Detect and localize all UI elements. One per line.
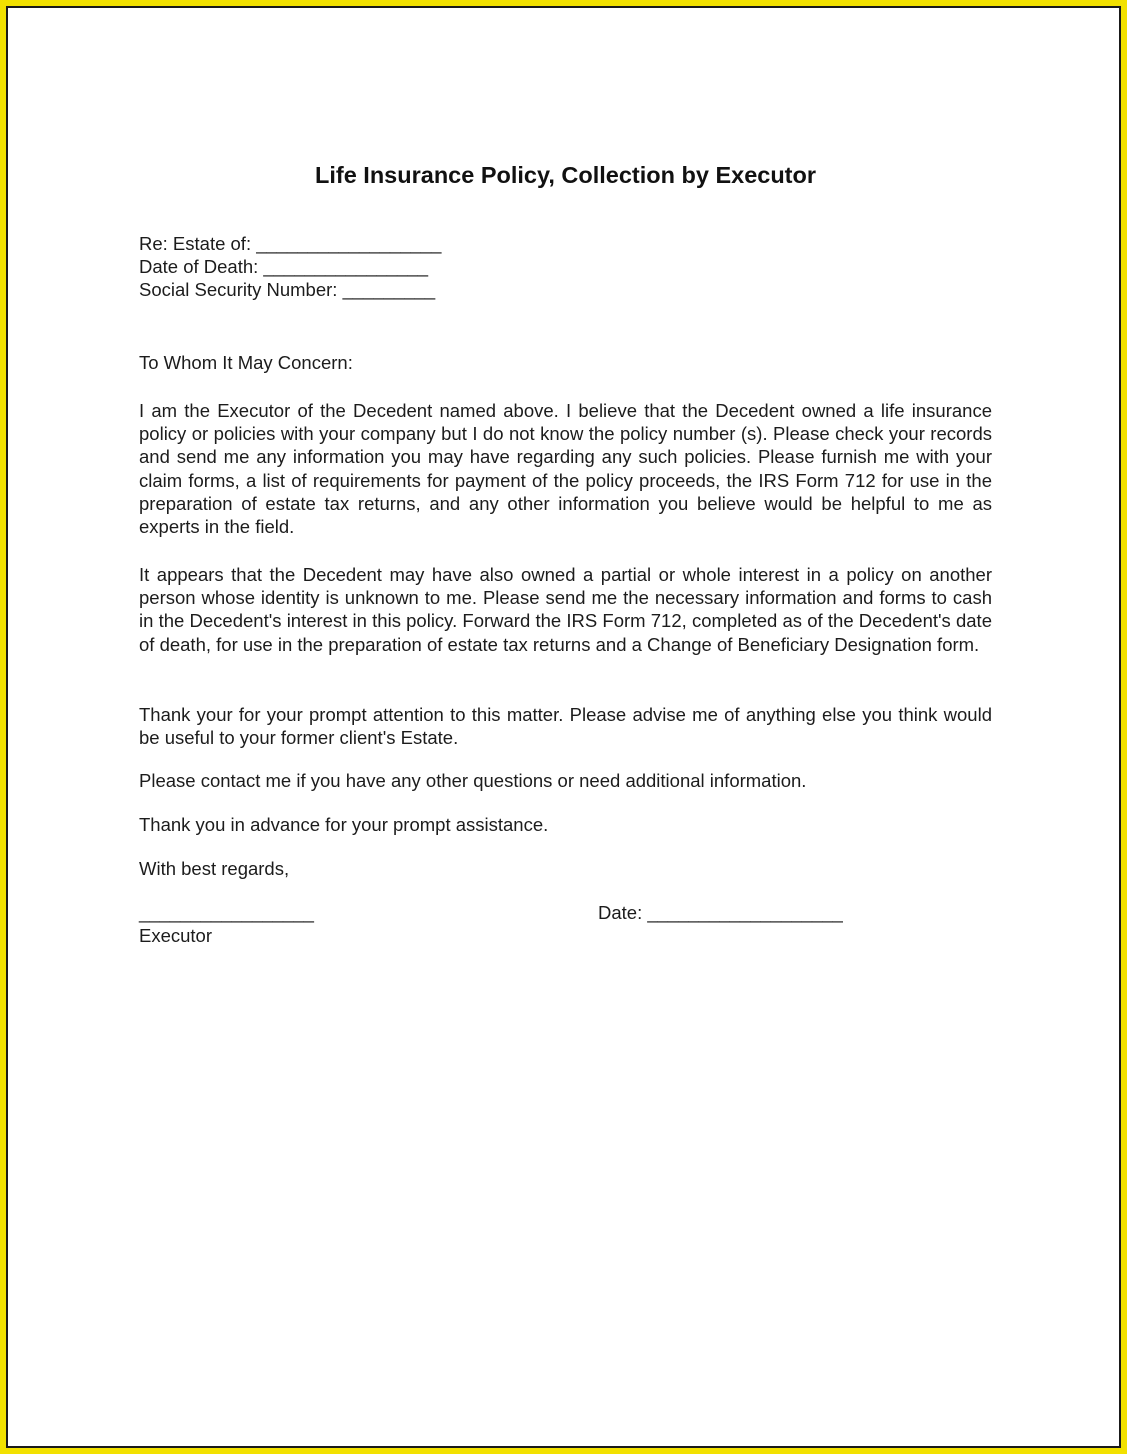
ssn-field: Social Security Number: _________ [139,279,436,300]
paragraph-2: It appears that the Decedent may have also owned a partial or whole interest in a policy on another person whose identity is unknown to me. Please send me the necessary information and forms to cash in the Decedent's interest in this policy. Forward the IRS Form 712, completed as of the Decedent's date of death, for use in the preparation of estate tax returns and a Change of Beneficiary Designation form. [139,564,992,655]
date-field: Date: ___________________ [598,902,843,923]
estate-field: Re: Estate of: __________________ [139,233,442,254]
paragraph-4: Please contact me if you have any other questions or need additional information. [139,770,807,791]
document-title: Life Insurance Policy, Collection by Executor [314,162,817,188]
document-page [6,6,1121,1448]
paragraph-1: I am the Executor of the Decedent named above. I believe that the Decedent owned a life insurance policy or policies with your company but I do not know the policy number (s). Please check your records and send me any information you may have regarding any such policies. Please furnish me with your claim forms, a list of requirements for payment of the policy proceeds, the IRS Form 712 for use in the preparation of estate tax returns, and any other information you believe would be helpful to me as experts in the field. [139,400,992,538]
signature-label: Executor [139,925,213,946]
paragraph-3: Thank your for your prompt attention to this matter. Please advise me of anything else you think would be useful to your former client's Estate. [139,704,992,749]
salutation: To Whom It May Concern: [139,352,353,373]
signature-line: _________________ [139,902,314,923]
date-of-death-field: Date of Death: ________________ [139,256,429,277]
closing: With best regards, [139,858,290,879]
paragraph-5: Thank you in advance for your prompt assistance. [139,814,549,835]
